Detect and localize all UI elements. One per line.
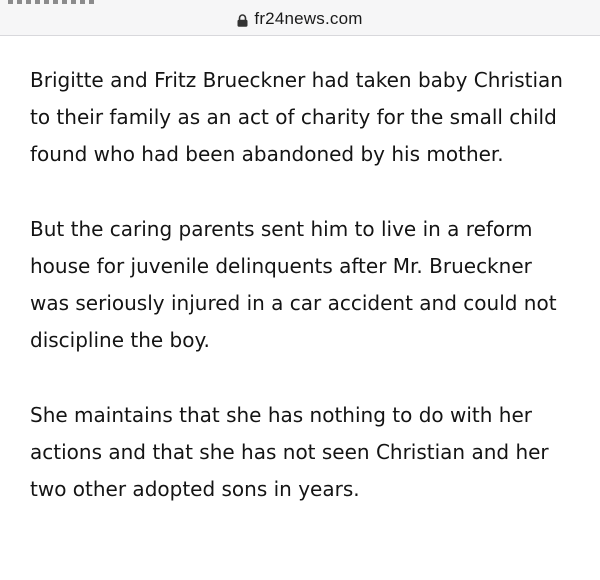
status-bar-fragment: [0, 0, 600, 4]
article-paragraph-2: But the caring parents sent him to live in a reform house for juvenile delinquents after Mr. Brueckner was seriously injured in a car accident and could not discipline the boy.: [30, 217, 557, 352]
article-paragraph-1: Brigitte and Fritz Brueckner had taken baby Christian to their family as an act of charity for the small child found who had been abandoned by his mother.: [30, 68, 563, 166]
status-text-fragment: [8, 0, 98, 4]
address-bar[interactable]: [0, 0, 600, 36]
article-body: [30, 62, 575, 546]
lock-icon: [237, 12, 248, 25]
url-text: fr24news.com: [254, 8, 363, 28]
article-paragraph-3: She maintains that she has nothing to do with her actions and that she has not seen Christian and her two other adopted sons in years.: [30, 403, 549, 501]
url-display[interactable]: [237, 9, 362, 29]
